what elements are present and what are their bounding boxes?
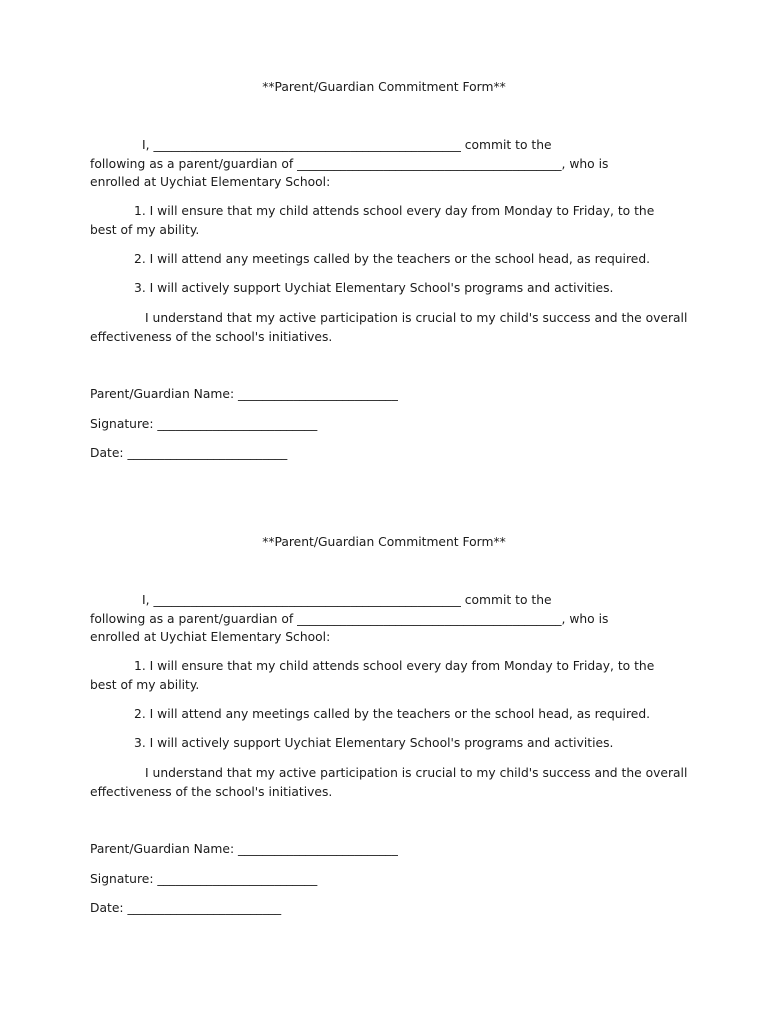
- intro-line-2: following as a parent/guardian of ___________________________________________, who is: [90, 611, 609, 626]
- item-1-line-2: best of my ability.: [90, 677, 200, 692]
- intro-line-2: following as a parent/guardian of ___________________________________________, who is: [90, 156, 609, 171]
- understand-line-1: I understand that my active participation is crucial to my child's success and the overall: [145, 311, 688, 325]
- intro-line-1: I, __________________________________________________ commit to the: [142, 138, 552, 152]
- commitment-item-2: 2. I will attend any meetings called by the teachers or the school head, as required.: [134, 252, 651, 266]
- item-1-line-1: 1. I will ensure that my child attends school every day from Monday to Friday, to the: [134, 204, 655, 218]
- intro-line-1: I, __________________________________________________ commit to the: [142, 593, 552, 607]
- commitment-item-3: 3. I will actively support Uychiat Elementary School's programs and activities.: [134, 736, 614, 750]
- understanding-paragraph: [90, 764, 690, 801]
- understand-line-1: I understand that my active participation is crucial to my child's success and the overall: [145, 766, 688, 780]
- signature-field: Signature: __________________________: [90, 872, 318, 886]
- understanding-paragraph: [90, 309, 690, 346]
- parent-name-field: Parent/Guardian Name: __________________________: [90, 842, 398, 856]
- intro-line-3: enrolled at Uychiat Elementary School:: [90, 175, 331, 189]
- form-title: **Parent/Guardian Commitment Form**: [262, 80, 506, 94]
- commitment-item-3: 3. I will actively support Uychiat Elementary School's programs and activities.: [134, 281, 614, 295]
- signature-field: Signature: __________________________: [90, 417, 318, 431]
- item-1-line-1: 1. I will ensure that my child attends school every day from Monday to Friday, to the: [134, 659, 655, 673]
- date-field: Date: _________________________: [90, 901, 282, 915]
- understand-line-2: effectiveness of the school's initiatives.: [90, 329, 333, 344]
- intro-line-3: enrolled at Uychiat Elementary School:: [90, 630, 331, 644]
- date-field: Date: __________________________: [90, 446, 288, 460]
- understand-line-2: effectiveness of the school's initiatives.: [90, 784, 333, 799]
- commitment-item-2: 2. I will attend any meetings called by the teachers or the school head, as required.: [134, 707, 651, 721]
- item-1-line-2: best of my ability.: [90, 222, 200, 237]
- commitment-form-2: [0, 455, 768, 915]
- commitment-item-1: [90, 657, 654, 694]
- commitment-form-1: [0, 0, 768, 460]
- intro-paragraph: [90, 591, 690, 647]
- form-title: **Parent/Guardian Commitment Form**: [262, 535, 506, 549]
- parent-name-field: Parent/Guardian Name: __________________________: [90, 387, 398, 401]
- commitment-item-1: [90, 202, 654, 239]
- intro-paragraph: [90, 136, 690, 192]
